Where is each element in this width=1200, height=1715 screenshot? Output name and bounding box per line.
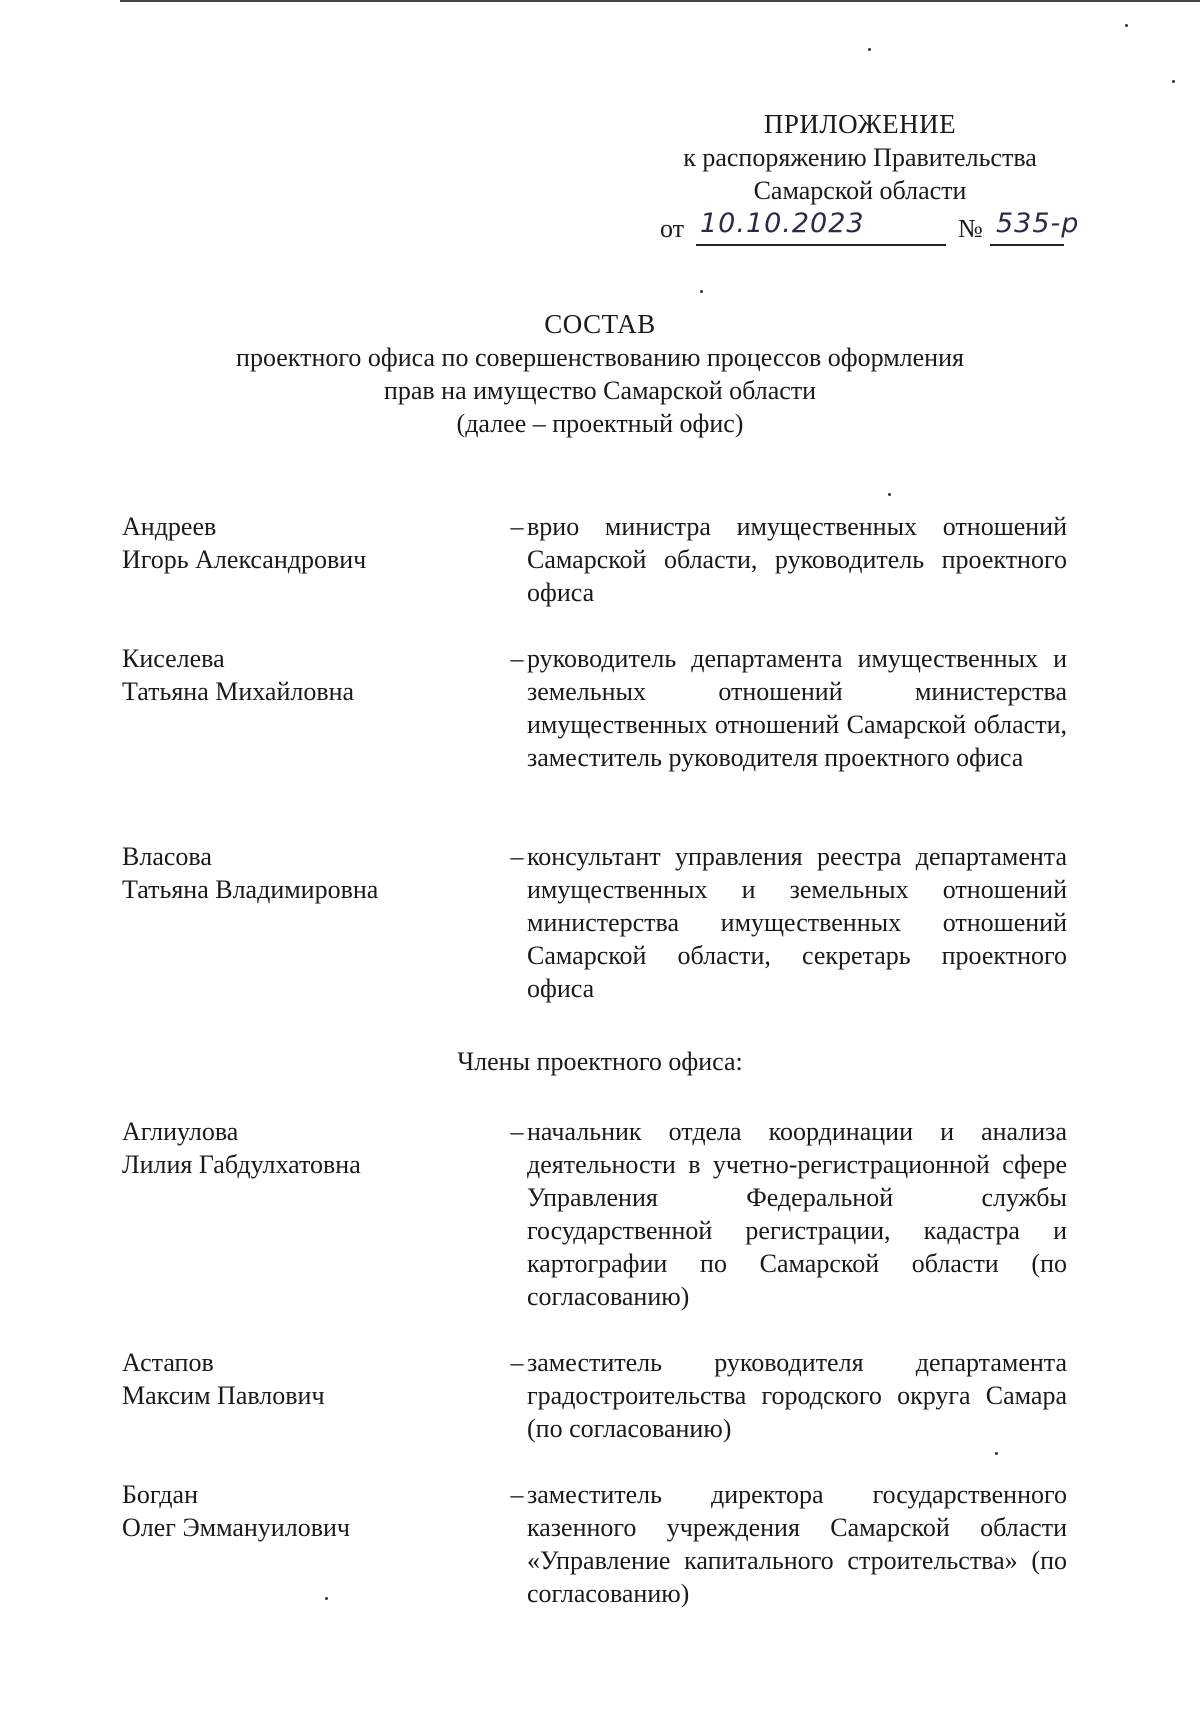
number-underline (990, 244, 1064, 246)
dash-separator: – (510, 842, 524, 871)
member-position: руководитель департамента имущественных и земельных отношений министерства имущественных отношений Самарской области, заместитель руководителя проектного офиса (527, 644, 1067, 772)
document-title: СОСТАВ (544, 309, 656, 339)
appendix-line: Самарской области (753, 176, 967, 205)
dash-separator: – (510, 1117, 524, 1146)
member-given-name: Максим Павлович (122, 1381, 325, 1410)
member-name (122, 510, 482, 576)
member-name (122, 840, 482, 906)
dash-separator: – (510, 644, 524, 673)
member-given-name: Лилия Габдулхатовна (122, 1150, 361, 1179)
scan-top-edge (120, 0, 1200, 2)
scan-speck (888, 493, 891, 496)
date-underline (696, 244, 946, 246)
member-name (122, 1115, 482, 1181)
member-surname: Астапов (122, 1348, 214, 1377)
member-surname: Власова (122, 842, 212, 871)
appendix-block (640, 108, 1080, 207)
document-title-block (0, 308, 1200, 440)
dash-separator: – (510, 512, 524, 541)
member-position: заместитель директора государственного казенного учреждения Самарской области «Управление капитального строительства» (по согласованию) (527, 1480, 1067, 1608)
document-subtitle: проектного офиса по совершенствованию процессов оформления (236, 343, 964, 372)
member-given-name: Татьяна Владимировна (122, 875, 379, 904)
scan-speck (325, 1597, 328, 1600)
scan-speck (700, 290, 703, 293)
dash-separator: – (510, 1348, 524, 1377)
document-subtitle: прав на имущество Самарской области (383, 376, 817, 405)
appendix-title: ПРИЛОЖЕНИЕ (763, 109, 957, 139)
member-position: начальник отдела координации и анализа деятельности в учетно-регистрационной сфере Управления Федеральной службы государственной регистрации, кадастра и картографии по Самарской области (по согласованию) (527, 1117, 1067, 1311)
member-name (122, 1346, 482, 1412)
appendix-line: к распоряжению Правительства (683, 143, 1037, 172)
scan-speck (868, 48, 871, 51)
number-prefix: № (958, 214, 983, 243)
scan-speck (1125, 24, 1128, 27)
member-position: консультант управления реестра департамента имущественных и земельных отношений министерства имущественных отношений Самарской области, секретарь проектного офиса (527, 842, 1067, 1003)
member-surname: Киселева (122, 644, 225, 673)
dash-separator: – (510, 1480, 524, 1509)
member-surname: Аглиулова (122, 1117, 239, 1146)
member-name (122, 1478, 482, 1544)
handwritten-date: 10.10.2023 (700, 208, 865, 239)
member-given-name: Олег Эммануилович (122, 1513, 350, 1542)
scan-speck (1172, 80, 1175, 83)
handwritten-number: 535-р (996, 208, 1080, 239)
document-subtitle: (далее – проектный офис) (456, 409, 744, 438)
member-position: заместитель руководителя департамента градостроительства городского округа Самара (по согласованию) (527, 1348, 1067, 1443)
member-surname: Богдан (122, 1480, 198, 1509)
scan-speck (995, 1452, 998, 1455)
member-surname: Андреев (122, 512, 217, 541)
member-position: врио министра имущественных отношений Самарской области, руководитель проектного офиса (527, 512, 1067, 607)
member-given-name: Татьяна Михайловна (122, 677, 355, 706)
member-given-name: Игорь Александрович (122, 545, 367, 574)
date-prefix: от (660, 214, 685, 243)
member-name (122, 642, 482, 708)
members-heading: Члены проектного офиса: (457, 1047, 743, 1076)
